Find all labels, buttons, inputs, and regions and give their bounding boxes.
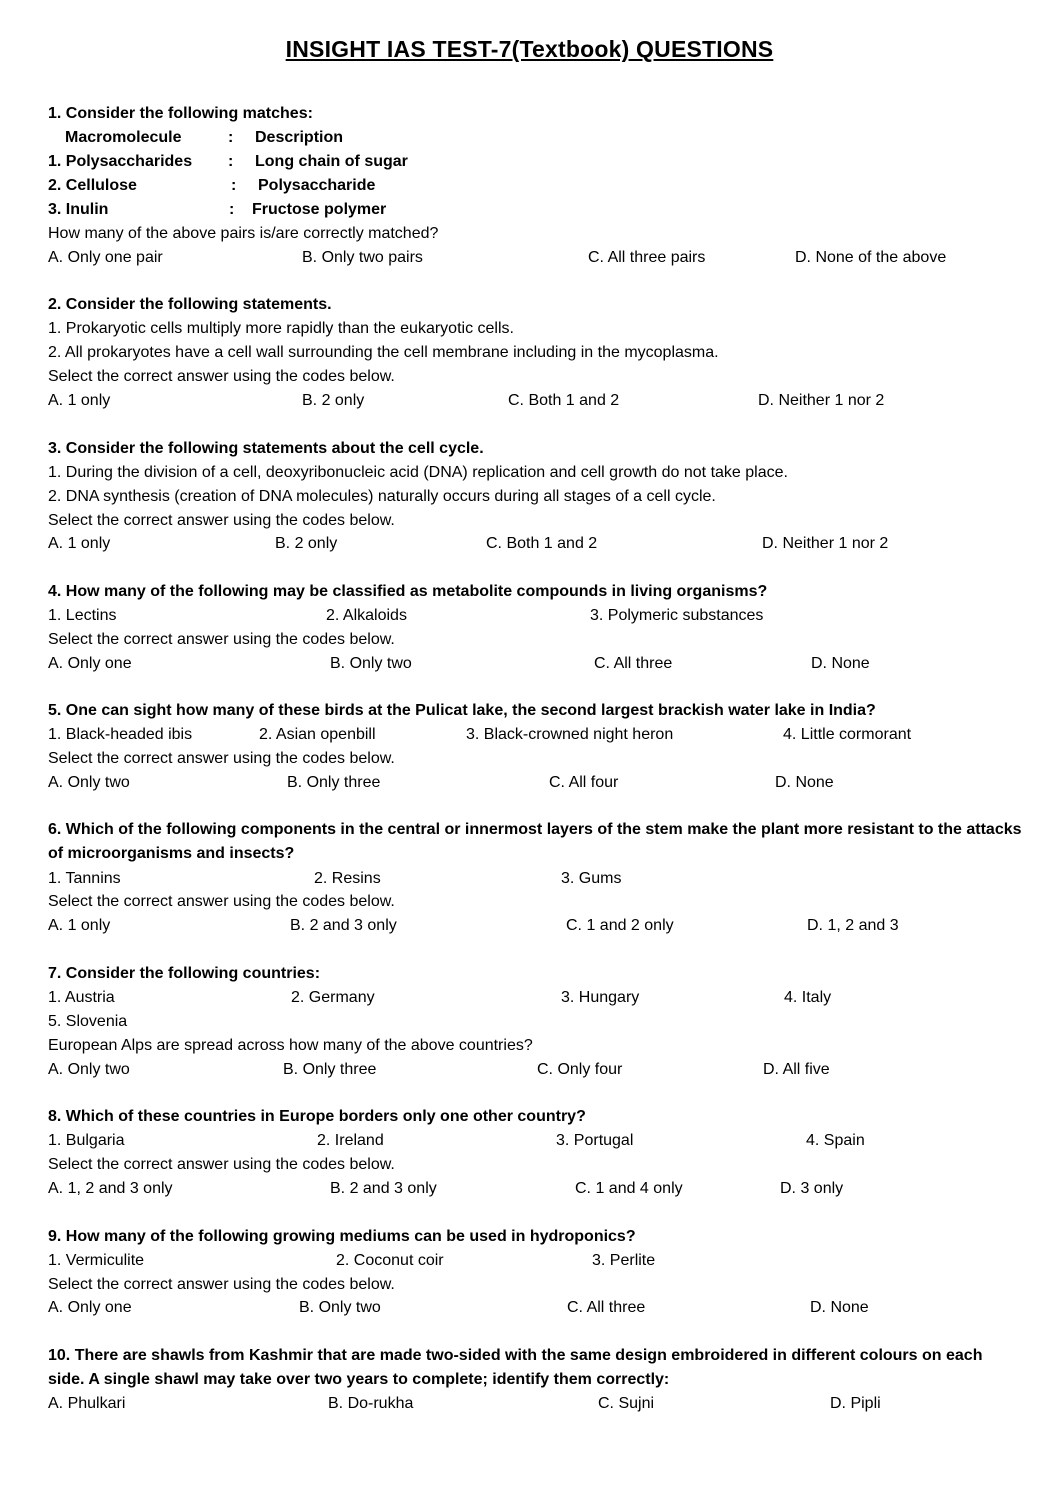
q7-item: 5. Slovenia (48, 1013, 128, 1030)
q4-item: 2. Alkaloids (326, 607, 407, 624)
q1-option-b[interactable]: B. Only two pairs (302, 249, 423, 266)
q10-option-d[interactable]: D. Pipli (830, 1395, 881, 1412)
q1-stem: 1. Consider the following matches: (48, 105, 313, 122)
q7-option-b[interactable]: B. Only three (283, 1061, 377, 1078)
q8-option-a[interactable]: A. 1, 2 and 3 only (48, 1180, 173, 1197)
q5-option-d[interactable]: D. None (775, 774, 834, 791)
q4-item: 3. Polymeric substances (590, 607, 764, 624)
page-title: INSIGHT IAS TEST-7(Textbook) QUESTIONS (285, 36, 774, 62)
q6-item: 1. Tannins (48, 870, 121, 887)
q2-statement: 1. Prokaryotic cells multiply more rapidly than the eukaryotic cells. (48, 320, 514, 337)
q8-item: 1. Bulgaria (48, 1132, 125, 1149)
q1-pair-right: Long chain of sugar (255, 153, 408, 170)
q6-item: 3. Gums (561, 870, 622, 887)
q9-item: 3. Perlite (592, 1252, 656, 1269)
q1-pair-sep: : (228, 153, 234, 170)
q9-item: 1. Vermiculite (48, 1252, 145, 1269)
q7-option-c[interactable]: C. Only four (537, 1061, 623, 1078)
q8-option-d[interactable]: D. 3 only (780, 1180, 844, 1197)
q5-item: 3. Black-crowned night heron (466, 726, 674, 743)
q5-option-c[interactable]: C. All four (549, 774, 619, 791)
q3-statement: 1. During the division of a cell, deoxyribonucleic acid (DNA) replication and cell growth do not take place. (48, 464, 788, 481)
q9-item: 2. Coconut coir (336, 1252, 444, 1269)
q10-option-b[interactable]: B. Do-rukha (328, 1395, 414, 1412)
q7-option-a[interactable]: A. Only two (48, 1061, 130, 1078)
q2-prompt: Select the correct answer using the codes below. (48, 368, 395, 385)
q3-prompt: Select the correct answer using the codes below. (48, 512, 395, 529)
q8-stem: 8. Which of these countries in Europe borders only one other country? (48, 1108, 586, 1125)
q8-item: 4. Spain (806, 1132, 865, 1149)
q3-option-b[interactable]: B. 2 only (275, 535, 338, 552)
q4-prompt: Select the correct answer using the codes below. (48, 631, 395, 648)
q8-option-c[interactable]: C. 1 and 4 only (575, 1180, 683, 1197)
q1-pair-left: 1. Polysaccharides (48, 153, 193, 170)
q7-prompt: European Alps are spread across how many of the above countries? (48, 1037, 533, 1054)
q9-option-a[interactable]: A. Only one (48, 1299, 132, 1316)
q2-option-c[interactable]: C. Both 1 and 2 (508, 392, 620, 409)
q1-pair-sep: : (231, 177, 237, 194)
q6-option-c[interactable]: C. 1 and 2 only (566, 917, 674, 934)
q7-item: 3. Hungary (561, 989, 640, 1006)
q8-prompt: Select the correct answer using the codes below. (48, 1156, 395, 1173)
q9-stem: 9. How many of the following growing mediums can be used in hydroponics? (48, 1228, 636, 1245)
q6-option-b[interactable]: B. 2 and 3 only (290, 917, 397, 934)
q9-prompt: Select the correct answer using the codes below. (48, 1276, 395, 1293)
q6-option-d[interactable]: D. 1, 2 and 3 (807, 917, 899, 934)
q7-item: 4. Italy (784, 989, 832, 1006)
q5-item: 2. Asian openbill (259, 726, 376, 743)
q7-stem: 7. Consider the following countries: (48, 965, 321, 982)
q7-item: 2. Germany (291, 989, 375, 1006)
q1-option-d[interactable]: D. None of the above (795, 249, 947, 266)
q4-stem: 4. How many of the following may be classified as metabolite compounds in living organisms? (48, 583, 768, 600)
q9-option-c[interactable]: C. All three (567, 1299, 646, 1316)
q8-item: 3. Portugal (556, 1132, 634, 1149)
q1-pair-right: Fructose polymer (252, 201, 387, 218)
q5-option-b[interactable]: B. Only three (287, 774, 381, 791)
q5-stem: 5. One can sight how many of these birds at the Pulicat lake, the second largest brackish water lake in India? (48, 702, 876, 719)
q2-statement: 2. All prokaryotes have a cell wall surrounding the cell membrane including in the mycoplasma. (48, 344, 719, 361)
q9-option-b[interactable]: B. Only two (299, 1299, 381, 1316)
q1-pair-left: 3. Inulin (48, 201, 109, 218)
q7-item: 1. Austria (48, 989, 115, 1006)
q8-option-b[interactable]: B. 2 and 3 only (330, 1180, 437, 1197)
q2-option-b[interactable]: B. 2 only (302, 392, 365, 409)
q1-header-right: Description (255, 129, 344, 146)
q5-item: 1. Black-headed ibis (48, 726, 193, 743)
q4-option-b[interactable]: B. Only two (330, 655, 412, 672)
q10-option-c[interactable]: C. Sujni (598, 1395, 655, 1412)
q2-option-a[interactable]: A. 1 only (48, 392, 111, 409)
q3-option-d[interactable]: D. Neither 1 nor 2 (762, 535, 889, 552)
q6-prompt: Select the correct answer using the codes below. (48, 893, 395, 910)
q2-stem: 2. Consider the following statements. (48, 296, 332, 313)
q5-item: 4. Little cormorant (783, 726, 912, 743)
q10-option-a[interactable]: A. Phulkari (48, 1395, 126, 1412)
q1-pair-right: Polysaccharide (258, 177, 376, 194)
q1-header-sep: : (228, 129, 234, 146)
q1-option-c[interactable]: C. All three pairs (588, 249, 706, 266)
q4-option-c[interactable]: C. All three (594, 655, 673, 672)
q10-stem: 10. There are shawls from Kashmir that are made two-sided with the same design embroidered in different colours on each side. A single shawl may take over two years to complete; identify them correctly: (48, 1347, 983, 1388)
q8-item: 2. Ireland (317, 1132, 384, 1149)
q4-option-d[interactable]: D. None (811, 655, 870, 672)
q1-header-left: Macromolecule (65, 129, 182, 146)
q3-option-a[interactable]: A. 1 only (48, 535, 111, 552)
q1-option-a[interactable]: A. Only one pair (48, 249, 163, 266)
q6-option-a[interactable]: A. 1 only (48, 917, 111, 934)
q1-pair-sep: : (229, 201, 235, 218)
q6-item: 2. Resins (314, 870, 381, 887)
q1-prompt: How many of the above pairs is/are correctly matched? (48, 225, 439, 242)
q4-option-a[interactable]: A. Only one (48, 655, 132, 672)
q3-option-c[interactable]: C. Both 1 and 2 (486, 535, 598, 552)
q3-stem: 3. Consider the following statements about the cell cycle. (48, 440, 484, 457)
q4-item: 1. Lectins (48, 607, 117, 624)
q5-prompt: Select the correct answer using the codes below. (48, 750, 395, 767)
q5-option-a[interactable]: A. Only two (48, 774, 130, 791)
q6-stem: 6. Which of the following components in the central or innermost layers of the stem make the plant more resistant to the attacks of microorganisms and insects? (48, 821, 1022, 862)
q9-option-d[interactable]: D. None (810, 1299, 869, 1316)
q1-pair-left: 2. Cellulose (48, 177, 137, 194)
q7-option-d[interactable]: D. All five (763, 1061, 830, 1078)
q3-statement: 2. DNA synthesis (creation of DNA molecules) naturally occurs during all stages of a cell cycle. (48, 488, 716, 505)
q2-option-d[interactable]: D. Neither 1 nor 2 (758, 392, 885, 409)
